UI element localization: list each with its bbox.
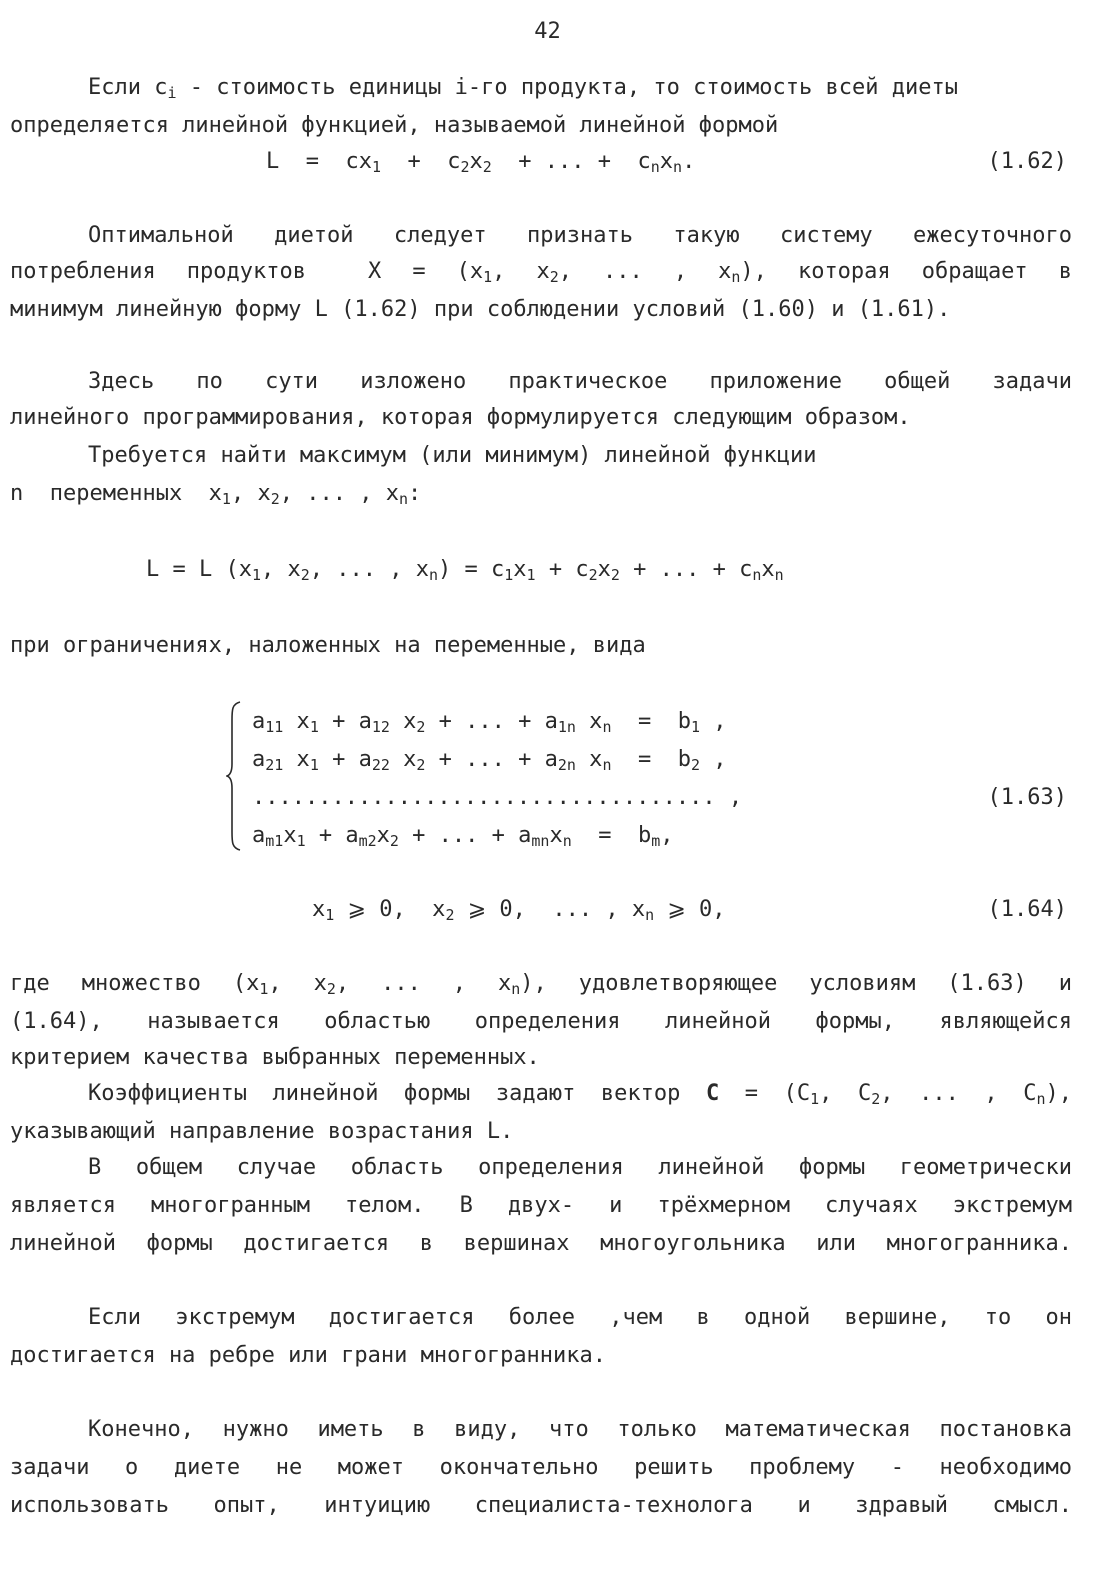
para-5-line-1: где множество ($x_1$, $x_2$, ... , $x_n$), удовлетворяющее условиям (1.63) и — [10, 971, 1072, 998]
para-3-line-3: Требуется найти максимум (или минимум) линейной функции — [88, 443, 817, 468]
equation-linear-function: L = L ($x_1$, $x_2$, ... , $x_n) = c_1x_1 + c_2x_2$ + ... + $c_nx_n$ — [146, 557, 784, 584]
equation-number-1-64: (1.64) — [987, 897, 1067, 922]
para-3-line-1: Здесь по сути изложено практическое приложение общей задачи — [88, 369, 1072, 394]
para-5-line-2: (1.64), называется областью определения линейной формы, являющейся — [10, 1009, 1072, 1034]
para-5-line-4: Коэффициенты линейной формы задают вектор $C = (C_1$, $C_2$, ... , $C_n$), — [88, 1081, 1072, 1108]
equation-1-62: $L = cx_1 + c_2x_2$ + ... + $c_nx_n$. — [266, 149, 696, 176]
system-row-1: $a_{11}$ $x_1 + a_{12}$ $x_2$ + ... + $a_{1n}$ $x_n = b_1$ , — [252, 709, 727, 736]
page-number: 42 — [534, 19, 561, 44]
para-5-line-6: В общем случае область определения линейной формы геометрически — [88, 1155, 1072, 1180]
para-3-line-4: n переменных $x_1$, $x_2$, ... , $x_n$: — [10, 481, 422, 508]
para-7-line-3: использовать опыт, интуицию специалиста-технолога и здравый смысл. — [10, 1493, 1072, 1518]
para-2-line-3: минимум линейную форму L (1.62) при соблюдении условий (1.60) и (1.61). — [10, 297, 951, 322]
equation-number-1-63: (1.63) — [987, 785, 1067, 810]
para-5-line-7: является многогранным телом. В двух- и трёхмерном случаях экстремум — [10, 1193, 1072, 1218]
para-5-line-3: критерием качества выбранных переменных. — [10, 1045, 540, 1070]
para-1-line-2: определяется линейной функцией, называемой линейной формой — [10, 113, 779, 138]
para-5-line-5: указывающий направление возрастания L. — [10, 1119, 514, 1144]
system-row-dots: ................................... , — [252, 785, 743, 810]
para-6-line-1: Если экстремум достигается более ,чем в одной вершине, то он — [88, 1305, 1072, 1330]
para-2-line-2: потребления продуктов $X = (x_1$, $x_2$, ... , $x_n$), которая обращает в — [10, 259, 1072, 286]
para-2-line-1: Оптимальной диетой следует признать такую систему ежесуточного — [88, 223, 1072, 248]
equation-number-1-62: (1.62) — [987, 149, 1067, 174]
system-row-2: $a_{21}$ $x_1 + a_{22}$ $x_2$ + ... + $a_{2n}$ $x_n = b_2$ , — [252, 747, 727, 774]
equation-1-64: $x_1$ ⩾ 0, $x_2$ ⩾ 0, ... , $x_n$ ⩾ 0, — [312, 897, 726, 924]
system-row-m: $a_{m1}x_1 + a_{m2}x_2$ + ... + $a_{mn}x_n = b_m$, — [252, 823, 674, 850]
para-1-line-1: Если $c_i$ - стоимость единицы i-го продукта, то стоимость всей диеты — [88, 75, 958, 102]
para-3-line-2: линейного программирования, которая формулируется следующим образом. — [10, 405, 911, 430]
para-7-line-1: Конечно, нужно иметь в виду, что только математическая постановка — [88, 1417, 1072, 1442]
para-6-line-2: достигается на ребре или грани многогранника. — [10, 1343, 607, 1368]
left-brace-icon — [226, 700, 242, 852]
para-7-line-2: задачи о диете не может окончательно решить проблему - необходимо — [10, 1455, 1072, 1480]
para-4: при ограничениях, наложенных на переменные, вида — [10, 633, 646, 658]
para-5-line-8: линейной формы достигается в вершинах многоугольника или многогранника. — [10, 1231, 1072, 1256]
